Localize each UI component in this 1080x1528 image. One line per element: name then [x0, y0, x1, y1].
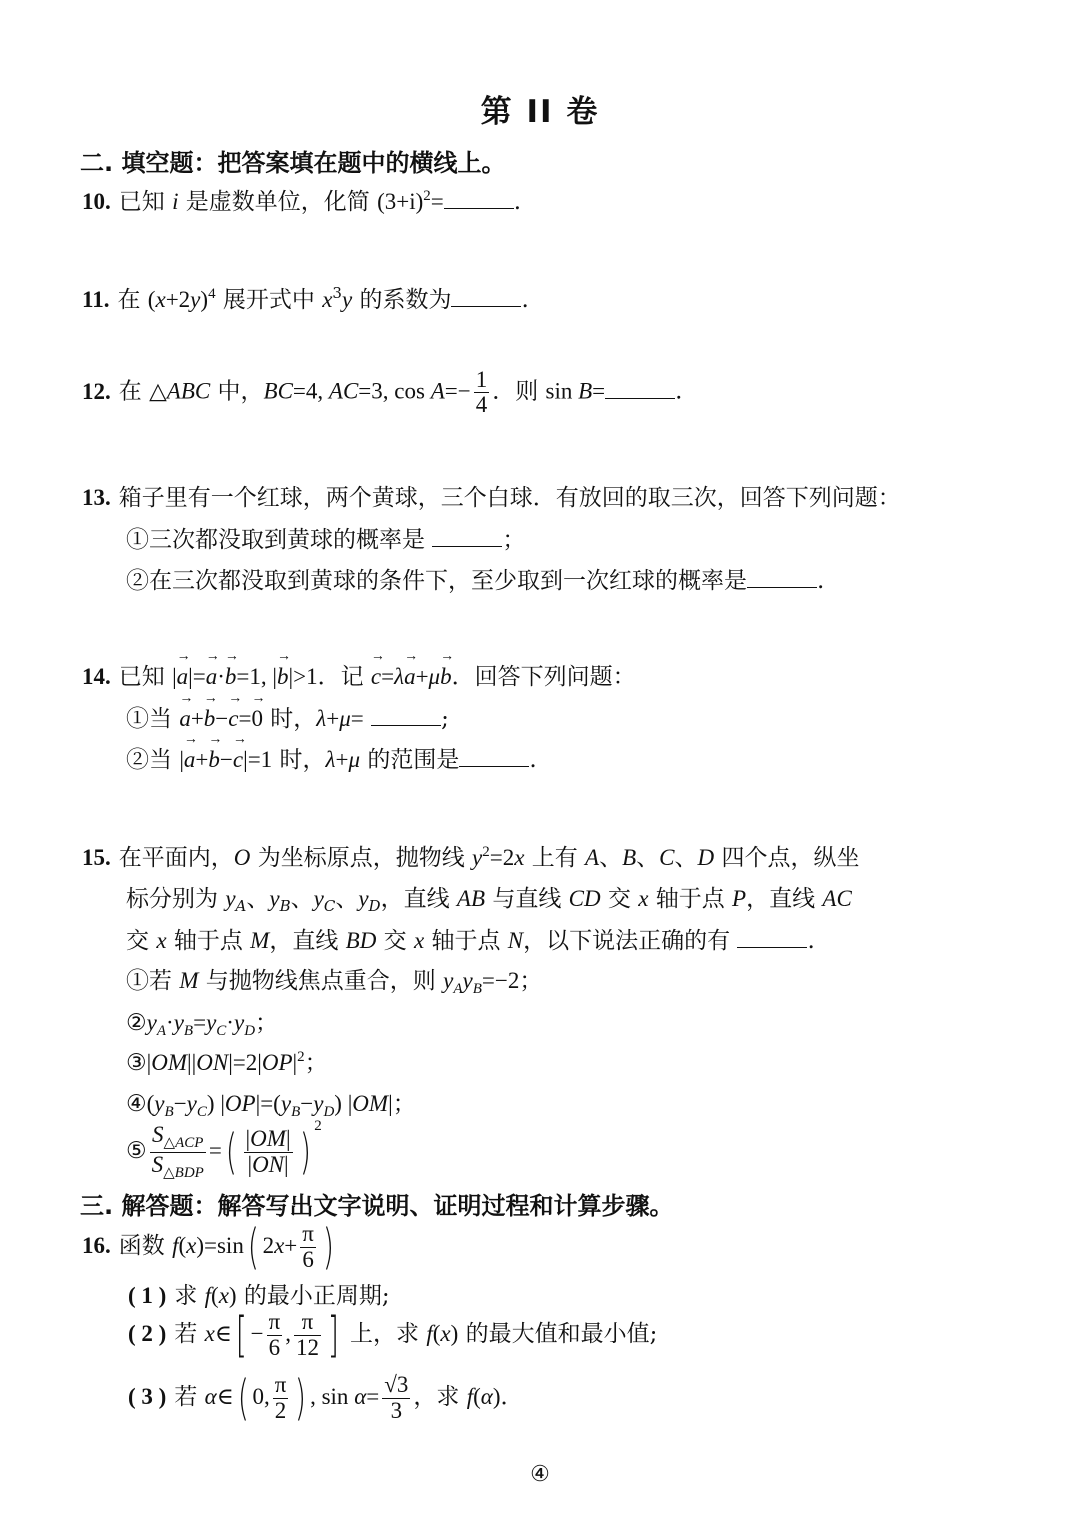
question-15-option-1: ①若 M 与抛物线焦点重合，则 $y_Ay_B=-2$；: [126, 968, 543, 997]
q16-part-3-text: 若: [174, 1384, 198, 1410]
option-text: 与抛物线焦点重合，则: [205, 968, 436, 994]
q15-text-6: ，直线: [380, 886, 450, 912]
q15-text-7: 与直线: [492, 886, 562, 912]
q13-part-2-text: ②在三次都没取到黄球的条件下，至少取到一次红球的概率是: [126, 568, 747, 594]
answer-blank[interactable]: [459, 748, 529, 767]
answer-blank[interactable]: [371, 707, 441, 726]
q16-part-2-text-2: 上，求: [350, 1321, 420, 1347]
q16-text: 函数: [118, 1233, 165, 1259]
q14-part-2-text-3: 的范围是: [367, 747, 460, 773]
q12-text: 在: [118, 378, 142, 405]
question-15-line-3: 交 x 轴于点 M，直线 BD 交 x 轴于点 N，以下说法正确的有 .: [126, 928, 815, 954]
question-15-option-5: ⑤ $\frac{S_{\triangle ACP}}{S_{\triangle BDP}}$ =( $\frac{|OM|}{|ON|}$ ) $^2$: [126, 1118, 322, 1181]
question-15-line-2: 标分别为 $y_A$、$y_B$、$y_C$、$y_D$，直线 AB 与直线 CD 交 x 轴于点 P，直线 AC: [126, 886, 852, 915]
answer-blank[interactable]: [737, 929, 807, 948]
q10-text-2: 是虚数单位，化简: [185, 189, 370, 215]
q13-part-1-text: ①三次都没取到黄球的概率是: [126, 527, 425, 553]
question-number: 14.: [82, 664, 111, 689]
q10-text: 已知: [118, 189, 165, 215]
question-15-option-2: $②y_A\cdot y_B=y_C\cdot y_D$；: [126, 1010, 279, 1039]
q12-text-2: 中，: [217, 378, 264, 405]
q14-text-3: ．回答下列问题：: [451, 664, 636, 690]
q11-text: 在: [117, 287, 141, 313]
question-16-part-3: ( 3 ) 若 α∈( 0, $\frac{\pi}{2}$ ) , sin α= $\frac{√3}{3}$ ，求 f(α)．: [128, 1370, 524, 1426]
q15-text-4: 四个点，纵坐: [721, 845, 860, 871]
question-13: [82, 479, 901, 512]
answer-blank[interactable]: [451, 288, 521, 307]
option-label: ⑤: [126, 1138, 147, 1164]
part-label: ( 1 ): [128, 1283, 167, 1308]
q15-text-12: 轴于点: [173, 928, 243, 954]
q11-text-3: 的系数为: [359, 287, 452, 313]
question-14-part-1: ①当 → a+→ b−→ c=→ 0 时，λ+μ= ;: [126, 700, 449, 733]
q15-text-14: 交: [383, 928, 407, 954]
question-14: 14. 已知 |→ a|=→ a·→ b=1, |→ b|>1．记 → c=λ→ a+μ→ b．回答下列问题：: [82, 658, 636, 691]
q15-text-5: 标分别为: [126, 886, 218, 912]
section-answer-heading: 三. 解答题：解答写出文字说明、证明过程和计算步骤。: [80, 1192, 674, 1220]
q16-part-2-text-3: 的最大值和最小值;: [465, 1321, 658, 1347]
question-16-part-2: ( 2 ) 若 x∈[ − $\frac{\pi}{6}$ , $\frac{\pi}{12}$ ] 上，求 f(x) 的最大值和最小值;: [128, 1307, 658, 1363]
q14-part-2-text: ②当: [126, 747, 172, 773]
q14-text: 已知: [118, 664, 165, 690]
q14-part-1-text-2: 时，: [270, 706, 317, 732]
section-fill-in-heading: 二. 填空题：把答案填在题中的横线上。: [80, 149, 506, 177]
question-number: 15.: [82, 845, 111, 870]
q16-part-1-text-2: 的最小正周期;: [243, 1283, 390, 1309]
q12-text-3: 则: [515, 378, 539, 405]
option-label: ②: [126, 1010, 147, 1036]
question-15-option-4: $④(y_B-y_C)$ $|OP|=(y_B-y_D)$ |OM|；: [126, 1091, 416, 1120]
question-13-part-2: ②在三次都没取到黄球的条件下，至少取到一次红球的概率是 .: [126, 568, 825, 594]
answer-blank[interactable]: [605, 380, 675, 399]
q15-text-13: ，直线: [269, 928, 339, 954]
question-number: 11.: [82, 287, 110, 312]
q16-part-2-text: 若: [174, 1321, 198, 1347]
q14-part-2-text-2: 时，: [279, 747, 326, 773]
question-11: 11. 在 $(x+2y)^4$ 展开式中 $x^3y$ 的系数为 .: [82, 284, 529, 313]
question-12: 12. 在 △ABC 中，BC=4, AC=3, cos A=− $\frac{1}{4}$ ．则 sin B= .: [82, 367, 683, 418]
option-label: ④: [126, 1091, 147, 1117]
part-label: ( 2 ): [128, 1321, 167, 1346]
q15-text-9: 轴于点: [655, 886, 725, 912]
q15-text-8: 交: [607, 886, 631, 912]
page-number: ④: [530, 1462, 550, 1487]
q15-text-16: ，以下说法正确的有: [523, 928, 731, 954]
option-label: ①若: [126, 968, 172, 994]
question-16-part-1: ( 1 ) 求 f(x) 的最小正周期;: [128, 1283, 390, 1309]
q13-text: 箱子里有一个红球，两个黄球，三个白球．有放回的取三次，回答下列问题：: [118, 485, 901, 511]
q15-text-10: ，直线: [746, 886, 816, 912]
q16-part-1-text: 求: [174, 1283, 198, 1309]
q14-part-1-text: ①当: [126, 706, 172, 732]
q11-text-2: 展开式中: [222, 287, 315, 313]
question-10: 10. 已知 i 是虚数单位，化简 $(3+i)^2=$ .: [82, 188, 522, 215]
question-number: 13.: [82, 485, 111, 510]
question-14-part-2: ②当 |→ a+→ b−→ c|=1 时，λ+μ 的范围是 .: [126, 741, 537, 774]
q14-text-2: ．记: [317, 664, 364, 690]
q15-text-3: 上有: [531, 845, 578, 871]
question-number: 12.: [82, 378, 111, 404]
q15-text-15: 轴于点: [431, 928, 501, 954]
question-15-option-3: $③|OM||ON|=2|OP|^2$；: [126, 1049, 328, 1076]
answer-blank[interactable]: [747, 569, 817, 588]
q16-part-3-text-2: ，求: [413, 1384, 460, 1410]
question-16: 16. 函数 f(x)=sin( 2x+ $\frac{\pi}{6}$ ): [82, 1219, 334, 1275]
question-number: 10.: [82, 189, 111, 214]
question-15-line-1: 15. 在平面内，O 为坐标原点，抛物线 $y^2=2x$ 上有 A、B、C、D 四个点，纵坐: [82, 844, 860, 871]
q15-text-2: 为坐标原点，抛物线: [257, 845, 465, 871]
answer-blank[interactable]: [444, 190, 514, 209]
q15-text-11: 交: [126, 928, 149, 954]
answer-blank[interactable]: [432, 528, 502, 547]
q15-text: 在平面内，: [118, 845, 234, 871]
part-label: ( 3 ): [128, 1384, 167, 1409]
question-number: 16.: [82, 1233, 111, 1258]
question-13-part-1: ①三次都没取到黄球的概率是 ；: [126, 527, 526, 553]
option-label: ③: [126, 1050, 147, 1076]
page-title: 第 II 卷: [480, 94, 600, 130]
